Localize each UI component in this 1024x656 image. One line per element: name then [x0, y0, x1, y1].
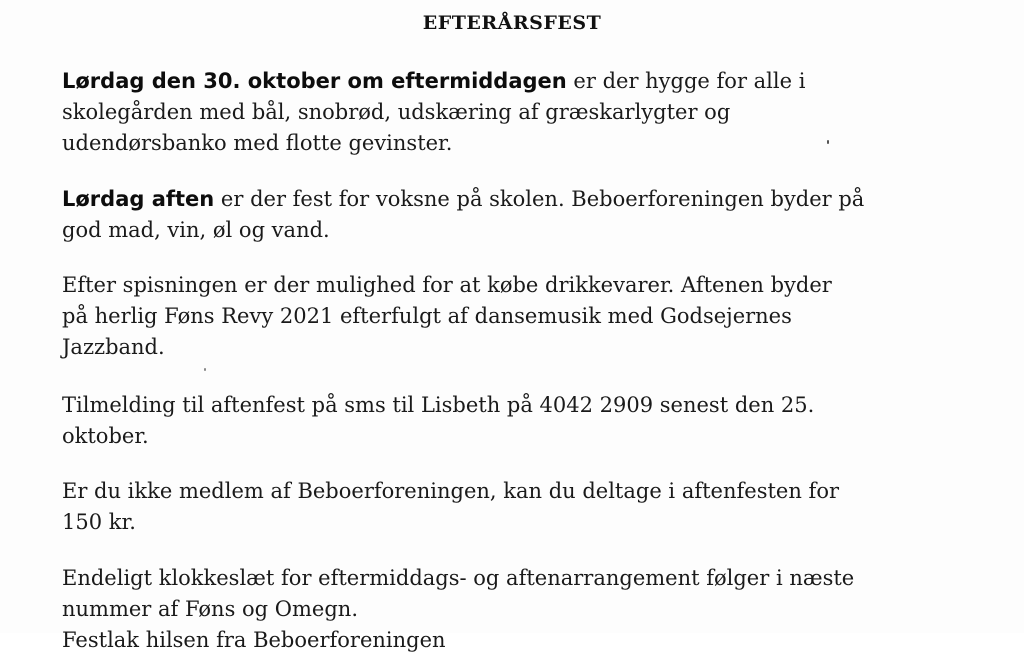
paragraph-signup — [62, 390, 962, 452]
paragraph-line: Efter spisningen er der mulighed for at købe drikkevarer. Aftenen byder — [62, 273, 832, 297]
paragraph-program — [62, 270, 962, 363]
paragraph-afternoon — [62, 66, 962, 159]
paragraph-line: oktober. — [62, 424, 149, 448]
paragraph-lead: Lørdag den 30. oktober om eftermiddagen — [62, 69, 567, 93]
paragraph-lead: Lørdag aften — [62, 187, 215, 211]
paragraph-text: er der hygge for alle i — [566, 69, 806, 93]
paragraph-line: skolegården med bål, snobrød, udskæring af græskarlygter og — [62, 100, 731, 124]
paragraph-line: Jazzband. — [62, 335, 165, 359]
paragraph-line: god mad, vin, øl og vand. — [62, 218, 330, 242]
paragraph-line: udendørsbanko med flotte gevinster. — [62, 131, 453, 155]
paragraph-text: er der fest for voksne på skolen. Beboerforeningen byder på — [214, 187, 865, 211]
paragraph-line — [62, 66, 962, 97]
paragraph-line: Festlak hilsen fra Beboerforeningen — [62, 628, 446, 652]
paragraph-line: Endeligt klokkeslæt for eftermiddags- og aftenarrangement følger i næste — [62, 566, 855, 590]
paragraph-line: nummer af Føns og Omegn. — [62, 597, 358, 621]
paragraph-schedule — [62, 563, 962, 656]
paragraph-evening — [62, 184, 962, 246]
scan-speck — [827, 140, 829, 144]
paragraph-line: på herlig Føns Revy 2021 efterfulgt af dansemusik med Godsejernes — [62, 304, 792, 328]
scan-speck — [204, 368, 206, 371]
paragraph-line: Er du ikke medlem af Beboerforeningen, kan du deltage i aftenfesten for — [62, 479, 839, 503]
paragraph-line — [62, 184, 962, 215]
paragraph-line: Tilmelding til aftenfest på sms til Lisbeth på 4042 2909 senest den 25. — [62, 393, 815, 417]
paragraph-line: 150 kr. — [62, 510, 136, 534]
document-title: EFTERÅRSFEST — [422, 12, 602, 34]
paragraph-price — [62, 476, 962, 538]
